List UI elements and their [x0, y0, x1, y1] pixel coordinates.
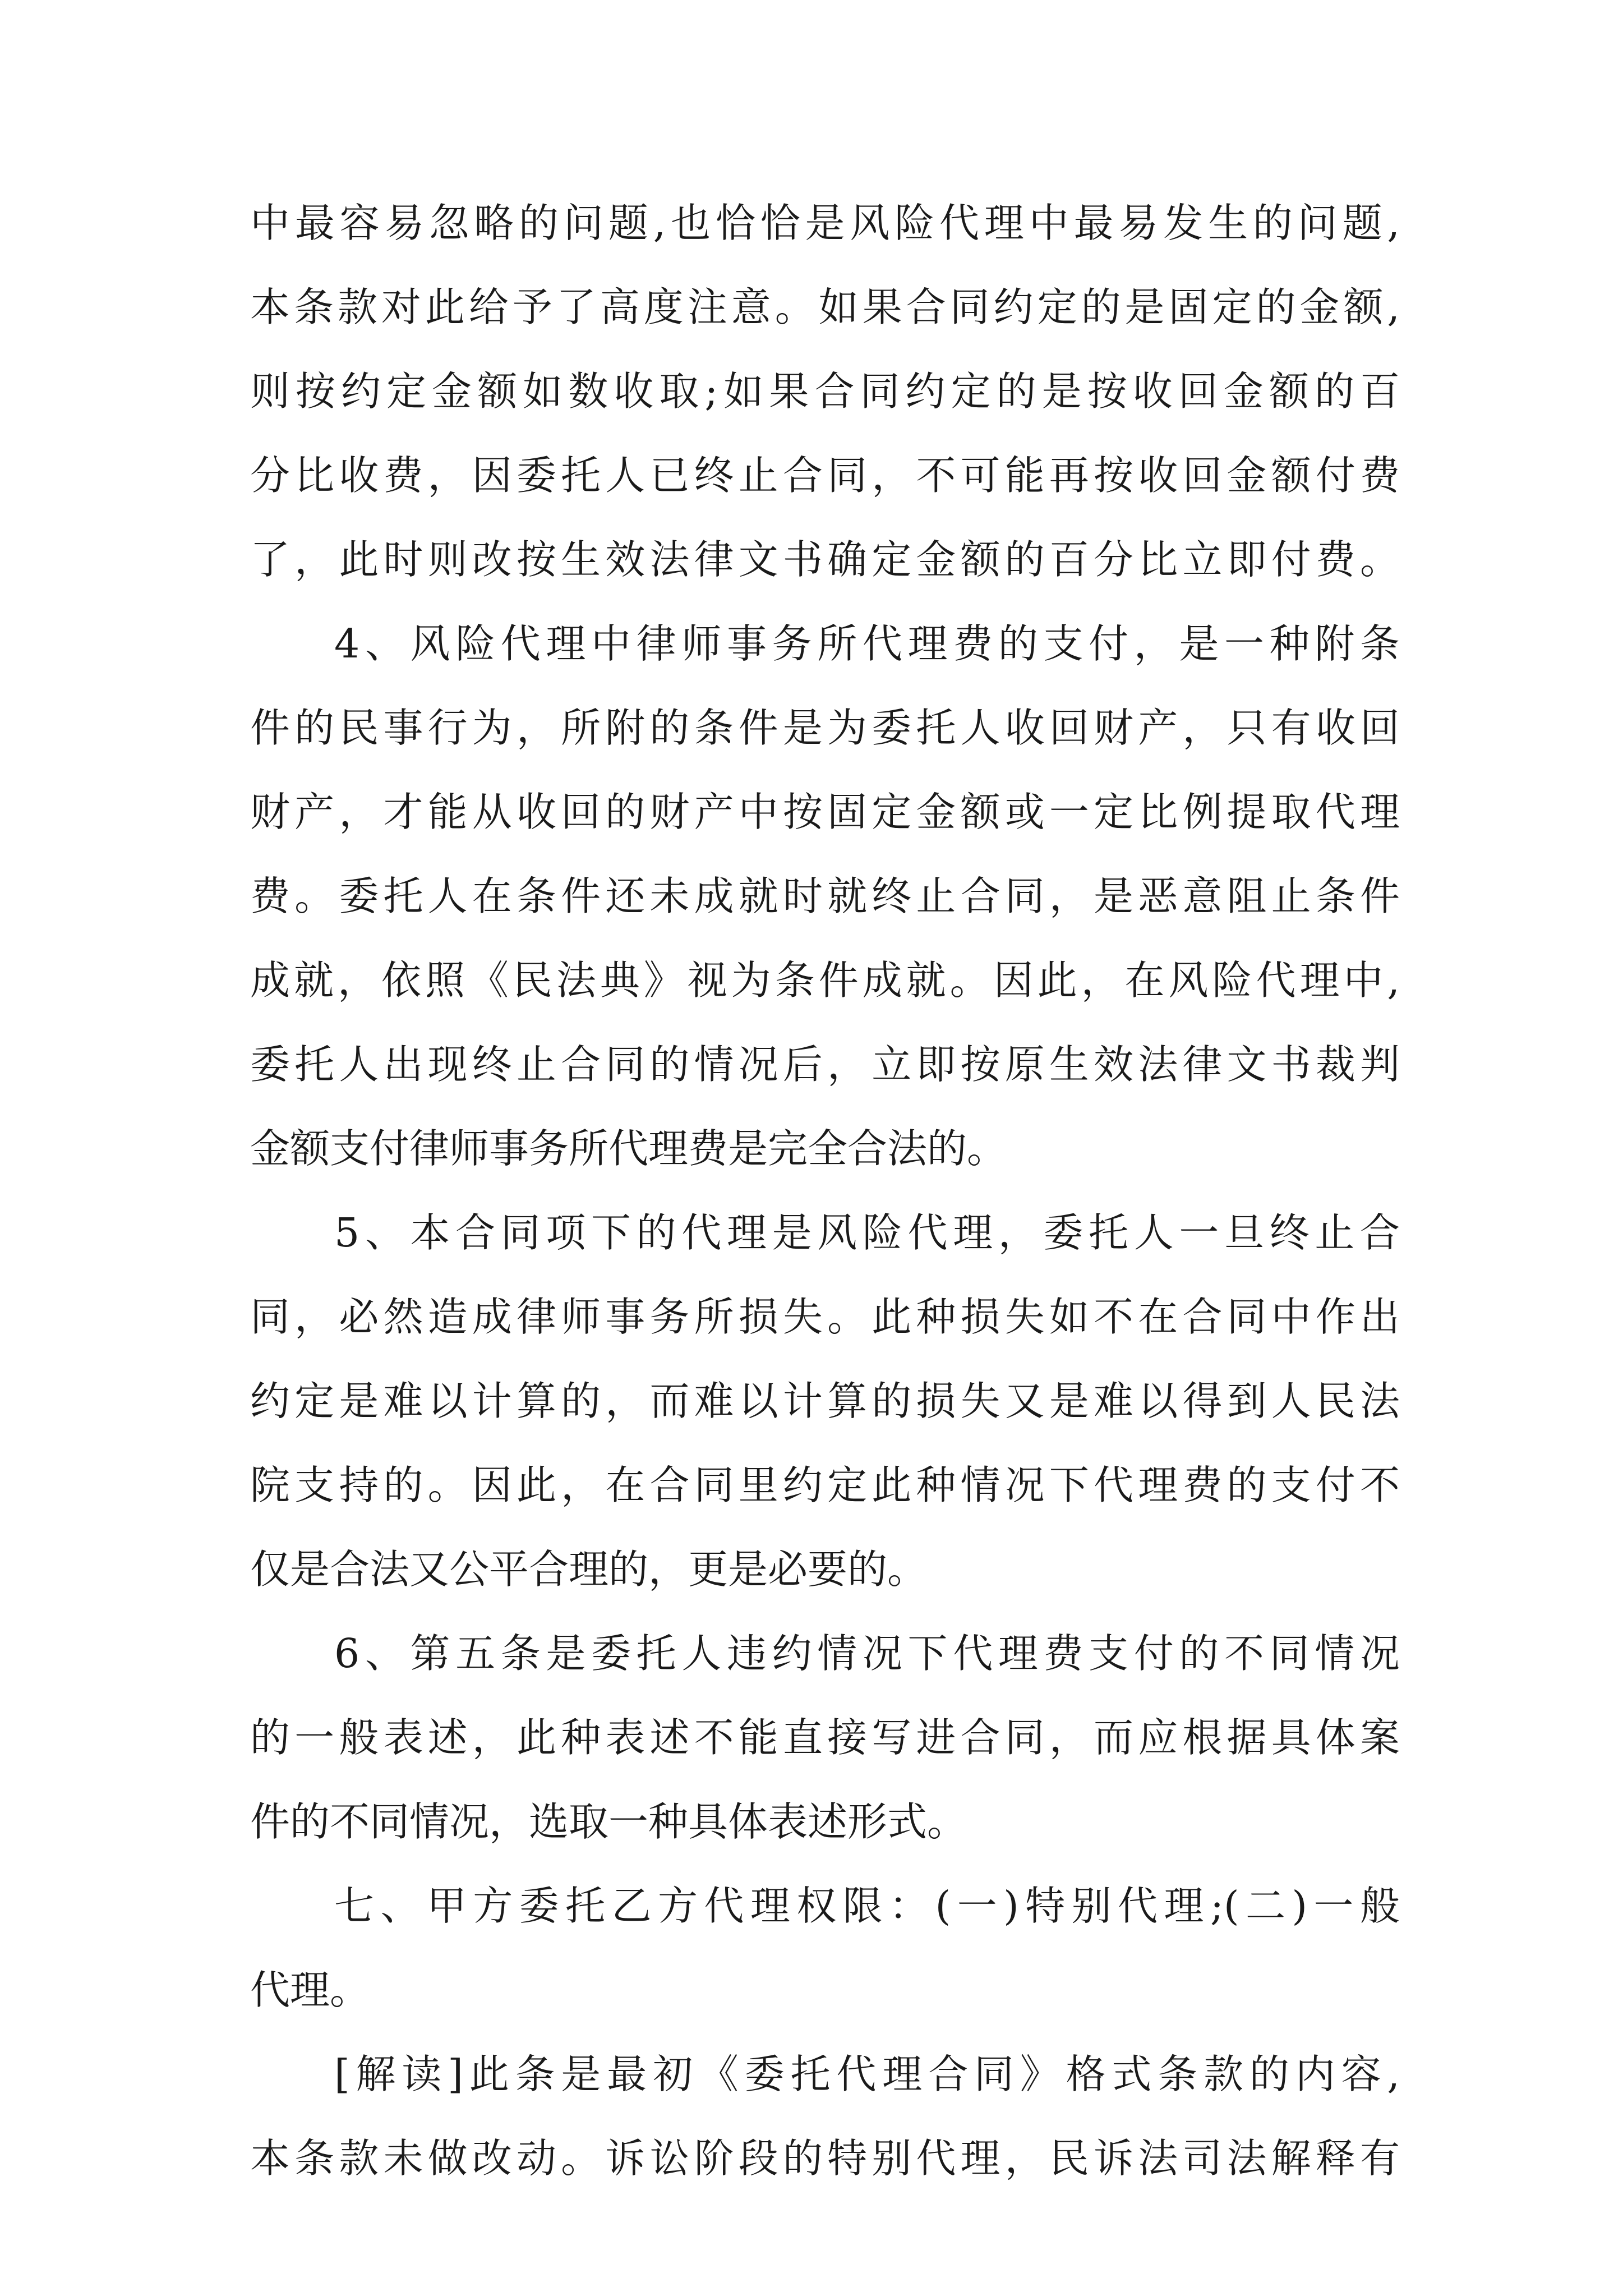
text-line: 分比收费，因委托人已终止合同，不可能再按收回金额付费 — [250, 452, 1400, 499]
paragraph-end-line: 件的不同情况，选取一种具体表述形式。 — [250, 1798, 967, 1845]
text-line: 财产，才能从收回的财产中按固定金额或一定比例提取代理 — [250, 789, 1400, 835]
paragraph-start-line: 5、本合同项下的代理是风险代理，委托人一旦终止合 — [334, 1209, 1400, 1256]
annotation-start-line: [解读]此条是最初《委托代理合同》格式条款的内容, — [334, 2051, 1400, 2097]
text-line: 费。委托人在条件还未成就时就终止合同，是恶意阻止条件 — [250, 873, 1400, 919]
text-line: 同，必然造成律师事务所损失。此种损失如不在合同中作出 — [250, 1294, 1400, 1340]
text-line: 院支持的。因此，在合同里约定此种情况下代理费的支付不 — [250, 1462, 1400, 1508]
paragraph-start-line: 6、第五条是委托人违约情况下代理费支付的不同情况 — [334, 1630, 1400, 1677]
text-line: 成就，依照《民法典》视为条件成就。因此，在风险代理中, — [250, 957, 1400, 1004]
text-line: 的一般表述，此种表述不能直接写进合同，而应根据具体案 — [250, 1714, 1400, 1761]
section-heading-line: 七、甲方委托乙方代理权限：(一)特别代理;(二)一般 — [334, 1883, 1400, 1929]
paragraph-end-line: 代理。 — [250, 1967, 370, 2013]
paragraph-end-line: 仅是合法又公平合理的，更是必要的。 — [250, 1546, 928, 1593]
paragraph-start-line: 4、风险代理中律师事务所代理费的支付，是一种附条 — [334, 620, 1400, 667]
text-line: 本条款对此给予了高度注意。如果合同约定的是固定的金额, — [250, 284, 1400, 330]
text-line: 则按约定金额如数收取;如果合同约定的是按收回金额的百 — [250, 368, 1400, 415]
paragraph-end-line: 金额支付律师事务所代理费是完全合法的。 — [250, 1125, 1007, 1172]
text-line: 件的民事行为，所附的条件是为委托人收回财产，只有收回 — [250, 705, 1400, 751]
text-line: 约定是难以计算的，而难以计算的损失又是难以得到人民法 — [250, 1378, 1400, 1424]
text-line: 了，此时则改按生效法律文书确定金额的百分比立即付费。 — [250, 536, 1400, 583]
text-line: 委托人出现终止合同的情况后，立即按原生效法律文书裁判 — [250, 1041, 1400, 1088]
text-line: 中最容易忽略的问题,也恰恰是风险代理中最易发生的问题, — [250, 200, 1400, 246]
text-line: 本条款未做改动。诉讼阶段的特别代理，民诉法司法解释有 — [250, 2135, 1400, 2182]
